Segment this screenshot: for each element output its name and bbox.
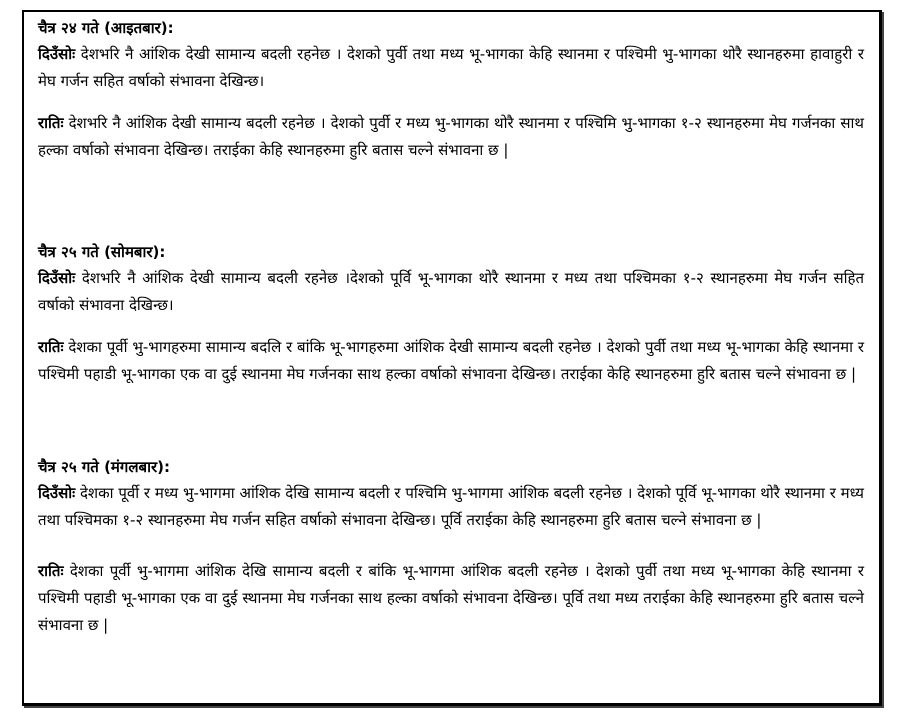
forecast-day-1	[38, 17, 864, 164]
daytime-text: देशभरि नै आंशिक देखी सामान्य बदली रहनेछ । देशको पुर्वी तथा मध्य भू-भागका केहि स्थानमा र पश्चिमी भु-भागका थोरै स्थानहरुमा हावाहुरी र मेघ गर्जन सहित वर्षाको संभावना देखिन्छ।	[38, 45, 864, 90]
night-text: देशभरि नै आंशिक देखी सामान्य बदली रहनेछ । देशको पुर्वी र मध्य भु-भागका थोरै स्थानमा र पश्चिमि भु-भागका १-२ स्थानहरुमा मेघ गर्जनका साथ हल्का वर्षाको संभावना देखिन्छ। तराईका केहि स्थानहरुमा हुरि बतास चल्ने संभावना छ |	[38, 114, 864, 159]
night-text: देशका पूर्वी भु-भागहरुमा सामान्य बदलि र बांकि भू-भागहरुमा आंशिक देखी सामान्य बदली रहनेछ । देशको पुर्वी तथा मध्य भू-भागका केहि स्थानमा र पश्चिमी पहाडी भू-भागका एक वा दुई स्थानमा मेघ गर्जनका साथ हल्का वर्षाको संभावना देखिन्छ। तराईका केहि स्थानहरुमा हुरि बतास चल्ने संभावना छ |	[38, 338, 864, 383]
night-label: रातिः	[38, 338, 64, 356]
daytime-text: देशभरि नै आंशिक देखी सामान्य बदली रहनेछ ।देशको पूर्वि भू-भागका थोरै स्थानमा र मध्य तथा पश्चिमका १-२ स्थानहरुमा मेघ गर्जन सहित वर्षाको संभावना देखिन्छ।	[38, 269, 864, 314]
daytime-text: देशका पूर्वी र मध्य भु-भागमा आंशिक देखि सामान्य बदली र पश्चिमि भु-भागमा आंशिक बदली रहनेछ । देशको पूर्वि भू-भागका थोरै स्थानमा र मध्य तथा पश्चिमका १-२ स्थानहरुमा मेघ गर्जन सहित वर्षाको संभावना देखिन्छ। पूर्वि तराईका केहि स्थानहरुमा हुरि बतास चल्ने संभावना छ |	[38, 484, 864, 529]
night-forecast	[38, 334, 864, 388]
day-heading: चैत्र २५ गते (मंगलबार):	[38, 458, 170, 476]
night-label: रातिः	[38, 114, 64, 132]
forecast-day-2	[38, 241, 864, 388]
daytime-forecast	[38, 41, 864, 95]
forecast-day-3	[38, 456, 864, 639]
daytime-label: दिउँसोः	[38, 45, 76, 63]
daytime-label: दिउँसोः	[38, 484, 76, 502]
night-label: रातिः	[38, 562, 64, 580]
day-heading: चैत्र २४ गते (आइतबार):	[38, 19, 174, 37]
daytime-label: दिउँसोः	[38, 269, 76, 287]
day-heading: चैत्र २५ गते (सोमबार):	[38, 243, 166, 261]
daytime-forecast	[38, 265, 864, 319]
night-text: देशका पूर्वी भु-भागमा आंशिक देखि सामान्य बदली र बांकि भू-भागमा आंशिक बदली रहनेछ । देशको पुर्वी तथा मध्य भू-भागका केहि स्थानमा र पश्चिमी पहाडी भू-भागका एक वा दुई स्थानमा मेघ गर्जनका साथ हल्का वर्षाको संभावना देखिन्छ। पूर्वि तथा मध्य तराईका केहि स्थानहरुमा हुरि बतास चल्ने संभावना छ |	[38, 562, 864, 634]
daytime-forecast	[38, 480, 864, 534]
night-forecast	[38, 110, 864, 164]
night-forecast	[38, 558, 864, 639]
